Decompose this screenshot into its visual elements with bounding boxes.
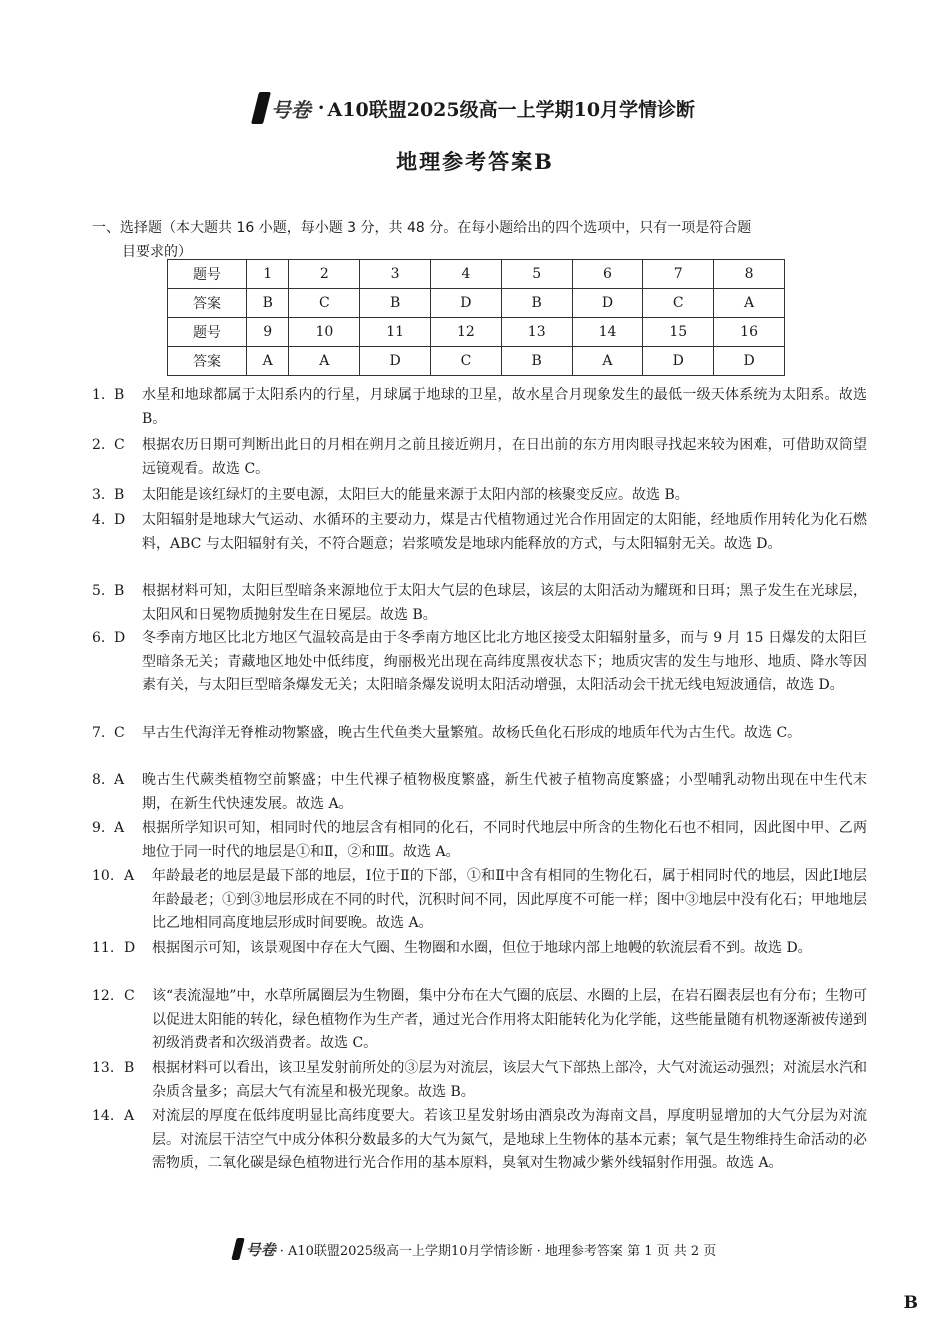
version-corner-mark: B [903,1293,918,1313]
item-text: 太阳能是该红绿灯的主要电源，太阳巨大的能量来源于太阳内部的核聚变反应。故选 B。 [142,487,689,503]
item-answer: A [124,1108,135,1124]
answer-cell: B [360,289,431,318]
explanation-item [92,484,867,508]
explanation-item [92,937,867,961]
question-number: 16 [714,318,785,347]
explanation-item [92,1105,867,1176]
item-text: 对流层的厚度在低纬度明显比高纬度要大。若该卫星发射场由酒泉改为海南文昌，厚度明显增加的大气分层为对流层。对流层干洁空气中成分体积分数最多的大气为氮气，是地球上生物体的基本元素；氧气是生物维持生命活动的必需物质，二氧化碳是绿色植物进行光合作用的基本原料，臭氧对生物减少紫外线辐射作用强。故选 A。 [152,1108,867,1172]
explanation-item [92,384,867,431]
item-number: 5. [92,583,106,599]
item-text: 根据材料可知，太阳巨型暗条来源地位于太阳大气层的色球层，该层的太阳活动为耀斑和日珥；黑子发生在光球层，太阳风和日冕物质抛射发生在日冕层。故选 B。 [142,583,867,623]
explanation-item [92,985,867,1056]
title-separator: · [317,97,325,119]
item-number: 7. [92,725,106,741]
item-number: 2. [92,437,106,453]
item-number: 4. [92,512,106,528]
table-row-numbers-1 [168,260,785,289]
item-number: 9. [92,820,106,836]
document-title [255,92,695,124]
item-number: 10. [92,868,115,884]
brand-logo [255,92,311,124]
item-number: 3. [92,487,106,503]
explanation-item [92,627,867,698]
row-label: 答案 [168,347,247,376]
item-number: 11. [92,940,115,956]
title-text: A10联盟2025级高一上学期10月学情诊断 [327,98,696,121]
item-text: 根据图示可知，该景观图中存在大气圈、生物圈和水圈，但位于地球内部上地幔的软流层看不到。故选 D。 [152,940,812,956]
question-number: 14 [572,318,643,347]
answer-cell: C [431,347,502,376]
footer-logo [234,1238,276,1260]
item-answer: B [114,387,125,403]
answer-cell: B [247,289,289,318]
item-number: 6. [92,630,106,646]
answer-cell: A [247,347,289,376]
question-number: 12 [431,318,502,347]
question-number: 15 [643,318,714,347]
question-number: 6 [572,260,643,289]
answer-cell: D [360,347,431,376]
answer-cell: D [431,289,502,318]
answer-cell: B [501,347,572,376]
explanation-item [92,1057,867,1104]
explanation-item [92,722,867,746]
item-answer: D [114,630,126,646]
brand-logo-icon [251,92,271,124]
item-text: 根据农历日期可判断出此日的月相在朔月之前且接近朔月，在日出前的东方用肉眼寻找起来较为困难，可借助双筒望远镜观看。故选 C。 [142,437,867,477]
row-label: 答案 [168,289,247,318]
item-answer: D [114,512,126,528]
question-number: 11 [360,318,431,347]
answer-cell: D [572,289,643,318]
section-heading [92,216,867,264]
brand-logo-text: 号卷 [270,97,311,122]
item-number: 13. [92,1060,115,1076]
item-number: 12. [92,988,115,1004]
item-number: 1. [92,387,106,403]
question-number: 4 [431,260,502,289]
question-number: 1 [247,260,289,289]
header [0,92,950,176]
page-footer [0,1238,950,1260]
question-number: 2 [289,260,360,289]
item-text: 太阳辐射是地球大气运动、水循环的主要动力，煤是古代植物通过光合作用固定的太阳能，经地质作用转化为化石燃料，ABC 与太阳辐射有关，不符合题意；岩浆喷发是地球内能释放的方式，与太阳辐射无关。故选 D。 [142,512,867,552]
item-answer: D [124,940,136,956]
item-text: 早古生代海洋无脊椎动物繁盛，晚古生代鱼类大量繁殖。故杨氏鱼化石形成的地质年代为古生代。故选 C。 [142,725,802,741]
answer-cell: D [643,347,714,376]
answer-cell: A [572,347,643,376]
row-label: 题号 [168,260,247,289]
item-answer: C [114,437,125,453]
footer-text: · A10联盟2025级高一上学期10月学情诊断 · 地理参考答案 第 1 页 共 2 页 [279,1243,717,1259]
question-number: 8 [714,260,785,289]
answer-cell: C [289,289,360,318]
item-answer: A [114,772,125,788]
answer-cell: D [714,347,785,376]
explanation-item [92,509,867,556]
question-number: 10 [289,318,360,347]
explanation-item [92,580,867,627]
item-answer: B [114,487,125,503]
table-row-answers-2 [168,347,785,376]
explanation-item [92,865,867,936]
item-number: 8. [92,772,106,788]
item-number: 14. [92,1108,115,1124]
item-text: 晚古生代蕨类植物空前繁盛；中生代裸子植物极度繁盛，新生代被子植物高度繁盛；小型哺乳动物出现在中生代末期，在新生代快速发展。故选 A。 [142,772,867,812]
table-row-answers-1 [168,289,785,318]
item-answer: B [114,583,125,599]
answer-cell: A [714,289,785,318]
question-number: 13 [501,318,572,347]
explanation-item [92,769,867,816]
row-label: 题号 [168,318,247,347]
question-number: 5 [501,260,572,289]
item-answer: A [124,868,135,884]
footer-logo-text: 号卷 [245,1240,276,1259]
item-text: 冬季南方地区比北方地区气温较高是由于冬季南方地区比北方地区接受太阳辐射量多，而与 9 月 15 日爆发的太阳巨型暗条无关；青藏地区地处中低纬度，绚丽极光出现在高纬度黑夜状态下；地质灾害的发生与地形、地质、降水等因素有关，与太阳巨型暗条爆发无关；太阳暗条爆发说明太阳活动增强，太阳活动会干扰无线电短波通信，故选 D。 [142,630,867,694]
question-number: 7 [643,260,714,289]
section-heading-line2: 目要求的） [122,244,192,260]
item-text: 根据所学知识可知，相同时代的地层含有相同的化石，不同时代地层中所含的生物化石也不相同，因此图中甲、乙两地位于同一时代的地层是①和Ⅱ，②和Ⅲ。故选 A。 [142,820,867,860]
table-row-numbers-2 [168,318,785,347]
answer-cell: C [643,289,714,318]
document-subtitle: 地理参考答案B [396,149,554,174]
answer-cell: A [289,347,360,376]
question-number: 3 [360,260,431,289]
section-heading-line1: 一、选择题（本大题共 16 小题，每小题 3 分，共 48 分。在每小题给出的四个选项中，只有一项是符合题 [92,220,752,236]
item-answer: C [114,725,125,741]
item-text: 根据材料可以看出，该卫星发射前所处的③层为对流层，该层大气下部热上部冷，大气对流运动强烈；对流层水汽和杂质含量多；高层大气有流星和极光现象。故选 B。 [152,1060,867,1100]
item-answer: C [124,988,135,1004]
footer-logo-icon [231,1238,244,1260]
item-answer: B [124,1060,135,1076]
answer-cell: B [501,289,572,318]
answer-table [167,259,785,376]
item-answer: A [114,820,125,836]
item-text: 年龄最老的地层是最下部的地层，Ⅰ位于Ⅱ的下部，①和Ⅱ中含有相同的生物化石，属于相同时代的地层，因此Ⅰ地层年龄最老；①到③地层形成在不同的时代，沉积时间不同，因此厚度不可能一样；图中③地层中没有化石；甲地地层比乙地相同高度地层形成时间要晚。故选 A。 [152,868,867,932]
explanation-item [92,434,867,481]
item-text: 水星和地球都属于太阳系内的行星，月球属于地球的卫星，故水星合月现象发生的最低一级天体系统为太阳系。故选 B。 [142,387,867,427]
question-number: 9 [247,318,289,347]
item-text: 该“表流湿地”中，水草所属圈层为生物圈，集中分布在大气圈的底层、水圈的上层，在岩石圈表层也有分布；生物可以促进太阳能的转化，绿色植物作为生产者，通过光合作用将太阳能转化为化学能，这些能量随有机物逐渐被传递到初级消费者和次级消费者。故选 C。 [152,988,867,1052]
explanation-item [92,817,867,864]
